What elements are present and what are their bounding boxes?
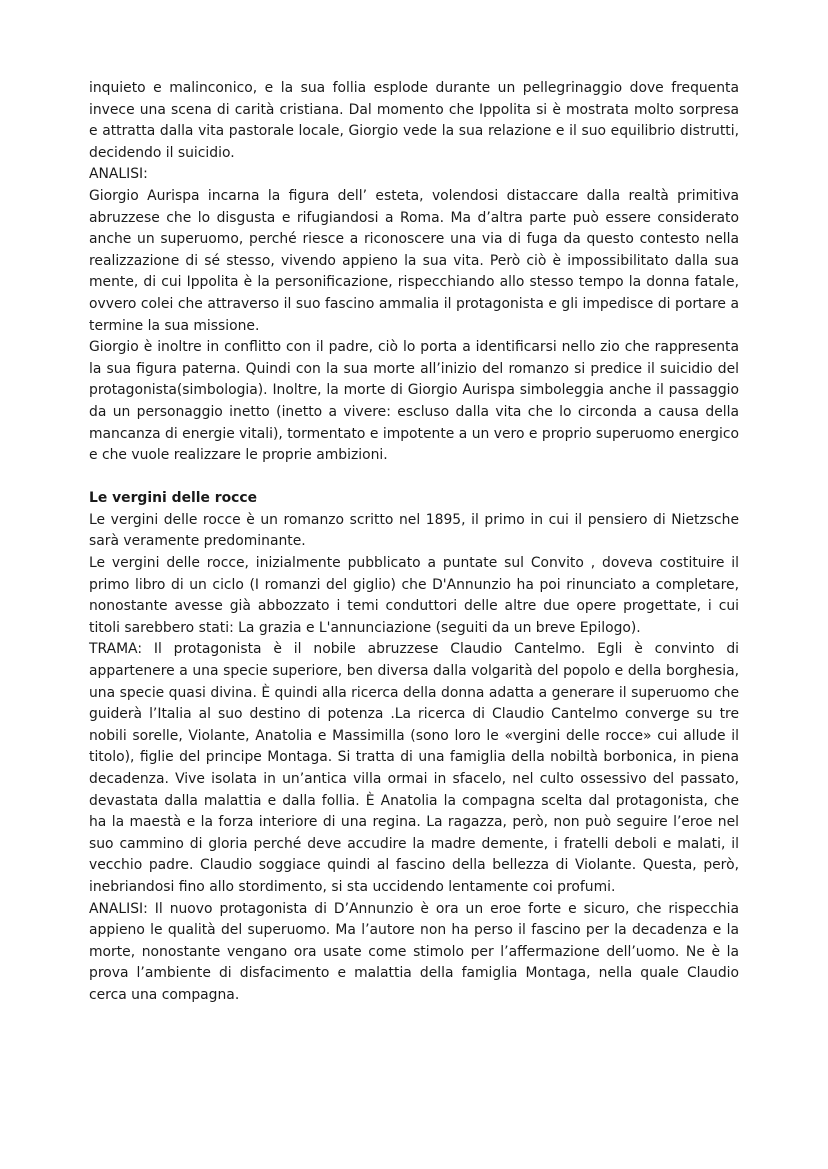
document-page xyxy=(89,78,739,1007)
label-analisi-1: ANALISI: xyxy=(89,166,148,183)
section-heading: Le vergini delle rocce xyxy=(89,490,258,507)
paragraph-conflitto-padre: Giorgio è inoltre in conflitto con il padre, ciò lo porta a identificarsi nello zio che rappresenta la sua figura paterna. Quindi con la sua morte all’inizio del romanzo si predice il suicidio del protagonista(simbologia). Inoltre, la morte di Giorgio Aurispa simboleggia anche il passaggio da un personaggio inetto (inetto a vivere: escluso dalla vita che lo circonda a causa della mancanza di energie vitali), tormentato e impotente a un vero e proprio superuomo energico e che vuole realizzare le proprie ambizioni. xyxy=(89,339,739,464)
paragraph-pubblicazione: Le vergini delle rocce, inizialmente pubblicato a puntate sul Convito , doveva costituire il primo libro di un ciclo (I romanzi del giglio) che D'Annunzio ha poi rinunciato a completare, nonostante avesse già abbozzato i temi conduttori delle altre due opere progettate, i cui titoli sarebbero stati: La grazia e L'annunciazione (seguiti da un breve Epilogo). xyxy=(89,555,739,636)
paragraph-esteta: Giorgio Aurispa incarna la figura dell’ esteta, volendosi distaccare dalla realtà primitiva abruzzese che lo disgusta e rifugiandosi a Roma. Ma d’altra parte può essere considerato anche un superuomo, perché riesce a riconoscere una via di fuga da questo contesto nella realizzazione di sé stesso, vivendo appieno la sua vita. Però ciò è impossibilitato dalla sua mente, di cui Ippolita è la personificazione, rispecchiando allo stesso tempo la donna fatale, ovvero colei che attraverso il suo fascino ammalia il protagonista e gli impedisce di portare a termine la sua missione. xyxy=(89,187,739,334)
section-gap xyxy=(89,467,739,489)
paragraph-analisi-2: ANALISI: Il nuovo protagonista di D’Annunzio è ora un eroe forte e sicuro, che rispecchia appieno le qualità del superuomo. Ma l’autore non ha perso il fascino per la decadenza e la morte, nonostante vengano ora usate come stimolo per l’affermazione dell’uomo. Ne è la prova l’ambiente di disfacimento e malattia della famiglia Montaga, nella quale Claudio cerca una compagna. xyxy=(89,900,739,1003)
paragraph-trama: TRAMA: Il protagonista è il nobile abruzzese Claudio Cantelmo. Egli è convinto di appartenere a una specie superiore, ben diversa dalla volgarità del popolo e della borghesia, una specie quasi divina. È quindi alla ricerca della donna adatta a generare il superuomo che guiderà l’Italia al suo destino di potenza .La ricerca di Claudio Cantelmo converge su tre nobili sorelle, Violante, Anatolia e Massimilla (sono loro le «vergini delle rocce» cui allude il titolo), figlie del principe Montaga. Si tratta di una famiglia della nobiltà borbonica, in piena decadenza. Vive isolata in un’antica villa ormai in sfacelo, nel culto ossessivo del passato, devastata dalla malattia e dalla follia. È Anatolia la compagna scelta dal protagonista, che ha la maestà e la forza interiore di una regina. La ragazza, però, non può seguire l’eroe nel suo cammino di gloria perché deve accudire la madre demente, i fratelli deboli e malati, il vecchio padre. Claudio soggiace quindi al fascino della bellezza di Violante. Questa, però, inebriandosi fino allo stordimento, si sta uccidendo lentamente coi profumi. xyxy=(89,641,739,895)
paragraph-follia: inquieto e malinconico, e la sua follia esplode durante un pellegrinaggio dove frequenta invece una scena di carità cristiana. Dal momento che Ippolita si è mostrata molto sorpresa e attratta dalla vita pastorale locale, Giorgio vede la sua relazione e il suo equilibrio distrutti, decidendo il suicidio. xyxy=(89,80,739,161)
paragraph-intro-romanzo: Le vergini delle rocce è un romanzo scritto nel 1895, il primo in cui il pensiero di Nietzsche sarà veramente predominante. xyxy=(89,511,739,550)
